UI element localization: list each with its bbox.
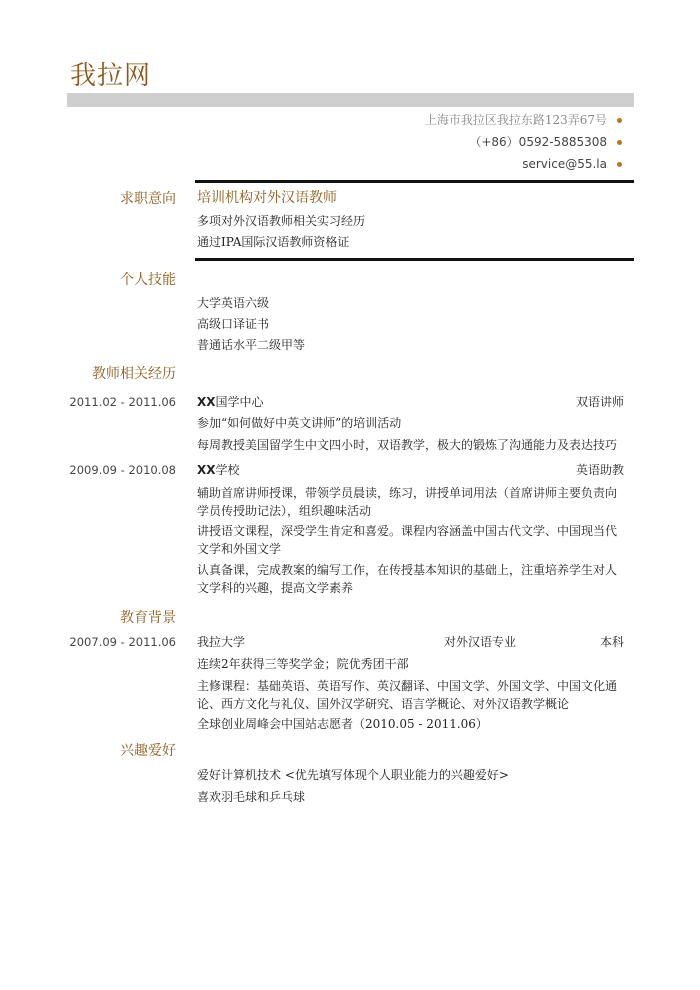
contact-phone (469, 133, 622, 151)
job-detail: 学员传授助记法），组织趣味活动 (197, 504, 372, 518)
hobby-item: 爱好计算机技术 <优先填写体现个人职业能力的兴趣爱好> (197, 768, 509, 782)
education-major: 对外汉语专业 (444, 635, 517, 649)
job-date: 2009.09 - 2010.08 (69, 463, 176, 477)
org-prefix: XX (197, 395, 216, 409)
job-date: 2011.02 - 2011.06 (69, 395, 176, 409)
job-detail: 讲授语文课程，深受学生肯定和喜爱。课程内容涵盖中国古代文学、中国现当代 (197, 524, 618, 538)
education-degree: 本科 (599, 635, 624, 649)
hobby-item: 喜欢羽毛球和乒乓球 (197, 790, 306, 804)
objective-point: 多项对外汉语教师相关实习经历 (197, 214, 366, 228)
bullet-dot-icon (617, 162, 622, 167)
education-school: 我拉大学 (197, 635, 246, 649)
education-detail: 论、西方文化与礼仪、国外汉学研究、语言学概论、对外汉语教学概论 (197, 697, 570, 711)
job-role: 双语讲师 (575, 395, 624, 409)
section-label-experience: 教师相关经历 (92, 366, 176, 382)
objective-point: 通过IPA国际汉语教师资格证 (197, 235, 350, 249)
skill-item: 大学英语六级 (197, 296, 270, 310)
job-organization (197, 461, 240, 479)
address-text: 上海市我拉区我拉东路123弄67号 (424, 113, 607, 127)
job-detail: 每周教授美国留学生中文四小时，双语教学，极大的锻炼了沟通能力及表达技巧 (197, 438, 618, 452)
job-organization (197, 393, 264, 411)
org-prefix: XX (197, 463, 216, 477)
objective-bottom-rule (195, 258, 634, 261)
email-text: service@55.la (522, 157, 607, 171)
section-label-hobbies: 兴趣爱好 (120, 743, 176, 759)
job-detail: 文学科的兴趣，提高文学素养 (197, 581, 354, 595)
education-detail: 主修课程：基础英语、英语写作、英汉翻译、中国文学、外国文学、中国文化通 (197, 679, 618, 693)
section-label-education: 教育背景 (120, 610, 176, 626)
resume-name: 我拉网 (70, 61, 152, 91)
job-detail: 辅助首席讲师授课，带领学员晨读，练习，讲授单词用法（首席讲师主要负责向 (197, 486, 618, 500)
education-detail: 连续2年获得三等奖学金；院优秀团干部 (197, 657, 409, 671)
skill-item: 高级口译证书 (197, 317, 270, 331)
org-name: 国学中心 (215, 395, 264, 409)
job-detail: 认真备课，完成教案的编写工作，在传授基本知识的基础上，注重培养学生对人 (197, 563, 618, 577)
job-role: 英语助教 (575, 463, 624, 477)
contact-address (425, 111, 622, 129)
header-divider-bar (67, 93, 634, 107)
job-detail: 文学和外国文学 (197, 542, 282, 556)
phone-text: （+86）0592-5885308 (469, 135, 607, 149)
bullet-dot-icon (617, 118, 622, 123)
section-label-objective: 求职意向 (120, 191, 176, 207)
education-date: 2007.09 - 2011.06 (69, 635, 176, 649)
objective-title: 培训机构对外汉语教师 (197, 190, 337, 206)
org-name: 学校 (215, 463, 240, 477)
skill-item: 普通话水平二级甲等 (197, 338, 306, 352)
contact-email (522, 155, 622, 173)
section-label-skills: 个人技能 (120, 272, 176, 288)
objective-top-rule (195, 180, 634, 183)
bullet-dot-icon (617, 140, 622, 145)
education-detail: 全球创业周峰会中国站志愿者（2010.05 - 2011.06） (197, 717, 488, 731)
job-detail: 参加“如何做好中英文讲师”的培训活动 (197, 416, 402, 430)
